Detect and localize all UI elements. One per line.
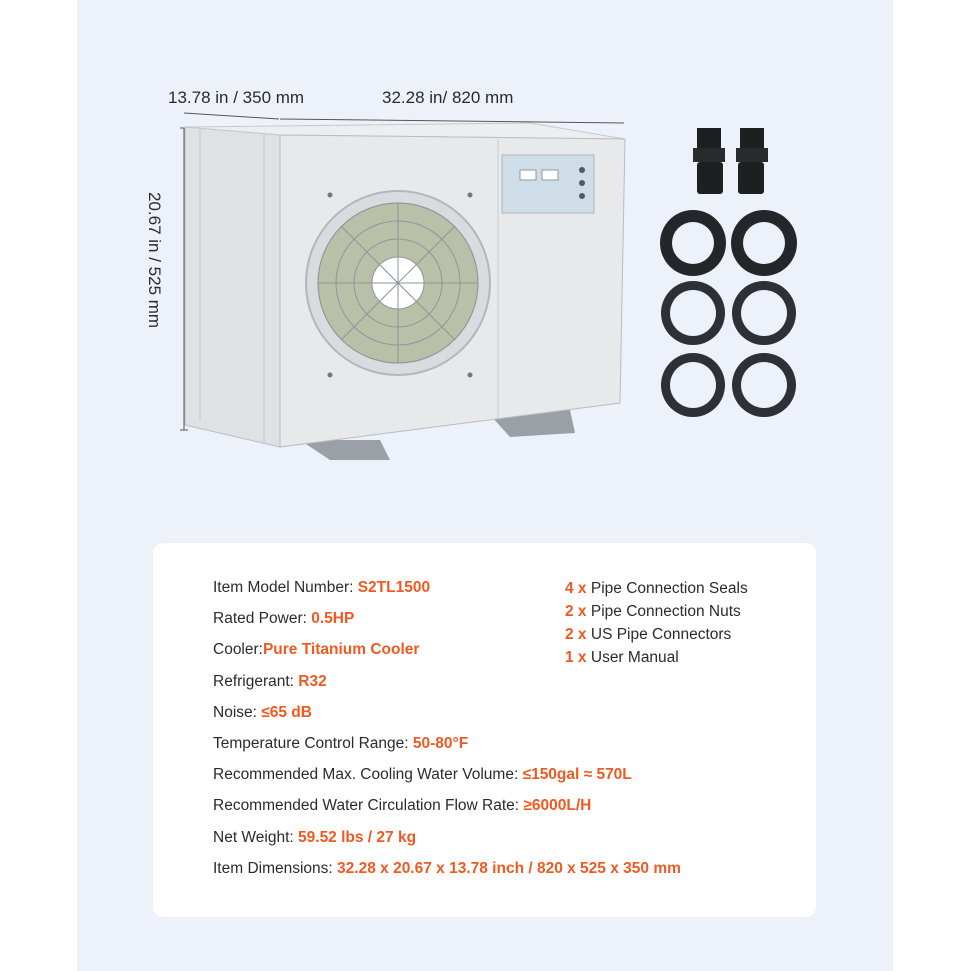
spec-model: Item Model Number: S2TL1500 — [213, 579, 431, 596]
spec-card — [153, 543, 816, 917]
spec-net-weight: Net Weight: 59.52 lbs / 27 kg — [213, 829, 417, 846]
accessory-nuts: 2 x Pipe Connection Nuts — [565, 603, 741, 620]
chiller-unit-illustration — [180, 115, 630, 475]
spec-noise: Noise: ≤65 dB — [213, 704, 312, 721]
accessories-illustration — [650, 120, 810, 425]
spec-flow-rate: Recommended Water Circulation Flow Rate: ≥6000L/H — [213, 797, 592, 814]
height-dimension-label: 20.67 in / 525 mm — [145, 192, 164, 329]
accessory-connectors: 2 x US Pipe Connectors — [565, 626, 732, 643]
width-dimension-label: 32.28 in/ 820 mm — [382, 88, 514, 107]
accessory-seals: 4 x Pipe Connection Seals — [565, 580, 748, 597]
spec-water-volume: Recommended Max. Cooling Water Volume: ≤150gal ≈ 570L — [213, 766, 632, 783]
spec-power: Rated Power: 0.5HP — [213, 610, 355, 627]
spec-dimensions: Item Dimensions: 32.28 x 20.67 x 13.78 inch / 820 x 525 x 350 mm — [213, 860, 681, 877]
spec-temperature-range: Temperature Control Range: 50-80°F — [213, 735, 469, 752]
spec-refrigerant: Refrigerant: R32 — [213, 673, 327, 690]
accessory-manual: 1 x User Manual — [565, 649, 679, 666]
spec-cooler: Cooler:Pure Titanium Cooler — [213, 641, 420, 658]
depth-dimension-label: 13.78 in / 350 mm — [168, 88, 305, 107]
